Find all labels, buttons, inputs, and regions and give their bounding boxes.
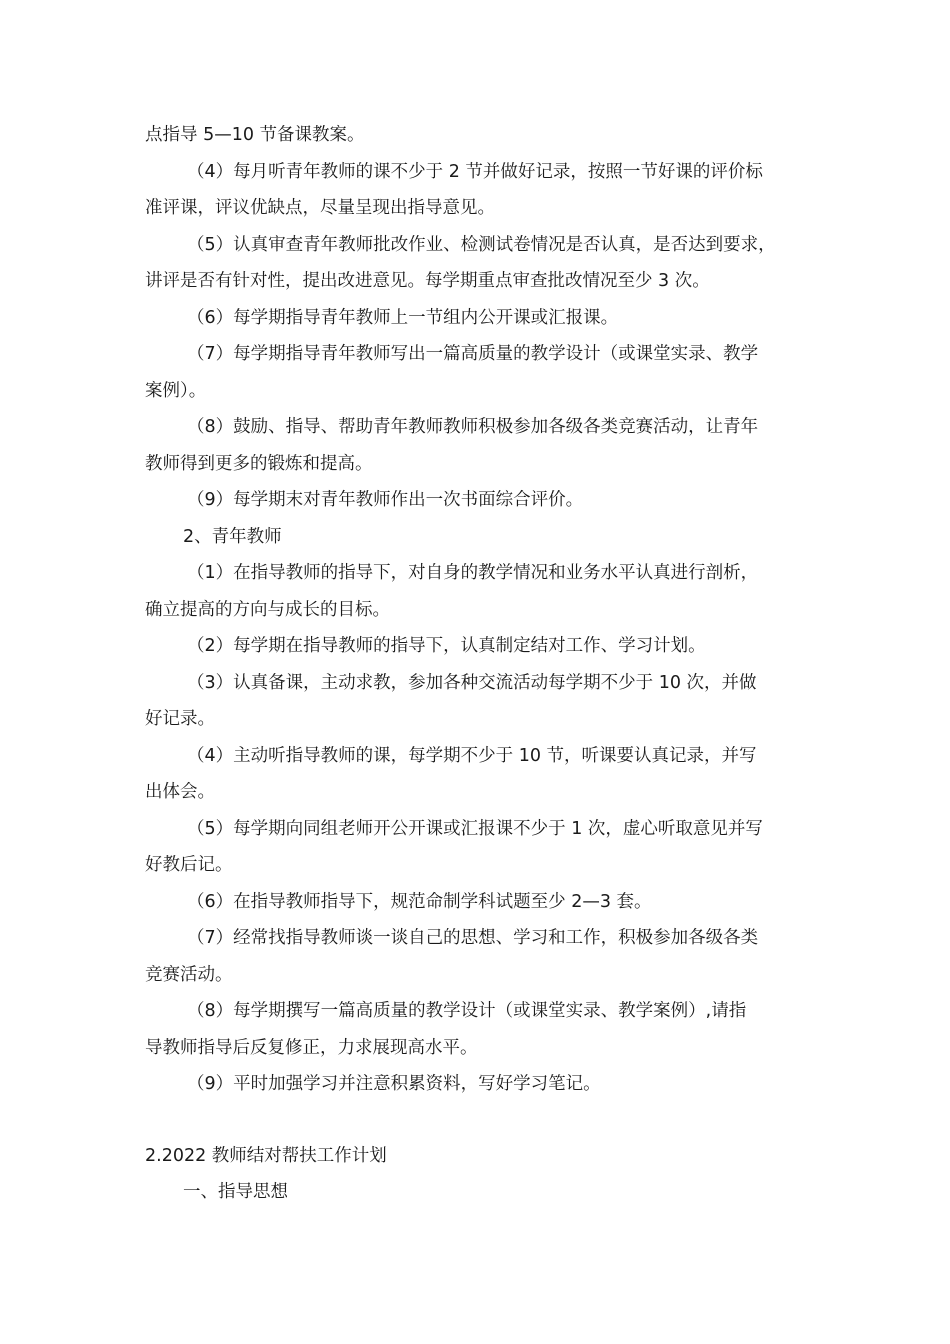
paragraph-line: （4）主动听指导教师的课，每学期不少于 10 节，听课要认真记录，并写 — [187, 745, 757, 766]
paragraph-line: 竞赛活动。 — [145, 964, 233, 985]
paragraph-line: （7）每学期指导青年教师写出一篇高质量的教学设计（或课堂实录、教学 — [187, 344, 759, 364]
paragraph-line: （2）每学期在指导教师的指导下，认真制定结对工作、学习计划。 — [187, 636, 706, 656]
paragraph-line: 确立提高的方向与成长的目标。 — [145, 599, 390, 620]
paragraph-line: 导教师指导后反复修正，力求展现高水平。 — [145, 1037, 478, 1058]
paragraph-line: （5）每学期向同组老师开公开课或汇报课不少于 1 次，虚心听取意见并写 — [187, 818, 763, 839]
paragraph-line: 准评课，评议优缺点，尽量呈现出指导意见。 — [145, 198, 495, 218]
section-heading: 一、指导思想 — [183, 1182, 288, 1202]
paragraph-line: （9）平时加强学习并注意积累资料，写好学习笔记。 — [187, 1074, 601, 1094]
paragraph-line: （1）在指导教师的指导下，对自身的教学情况和业务水平认真进行剖析， — [187, 563, 759, 583]
document-body — [145, 117, 815, 1211]
paragraph-line: （7）经常找指导教师谈一谈自己的思想、学习和工作，积极参加各级各类 — [187, 928, 759, 948]
paragraph-line: 出体会。 — [145, 782, 215, 802]
paragraph-line: 教师得到更多的锻炼和提高。 — [145, 453, 373, 474]
paragraph-line: 好记录。 — [145, 709, 215, 729]
paragraph-line: （8）鼓励、指导、帮助青年教师教师积极参加各级各类竞赛活动，让青年 — [187, 417, 759, 437]
document-title: 2.2022 教师结对帮扶工作计划 — [145, 1145, 387, 1166]
paragraph-line: （3）认真备课，主动求教，参加各种交流活动每学期不少于 10 次，并做 — [187, 672, 757, 693]
section-heading: 2、青年教师 — [183, 526, 282, 547]
paragraph-line: （5）认真审查青年教师批改作业、检测试卷情况是否认真，是否达到要求， — [187, 234, 776, 255]
paragraph-line: （6）在指导教师指导下，规范命制学科试题至少 2—3 套。 — [187, 891, 652, 912]
section-gap — [145, 1103, 815, 1138]
paragraph-line: 好教后记。 — [145, 855, 233, 875]
paragraph-line: （4）每月听青年教师的课不少于 2 节并做好记录，按照一节好课的评价标 — [187, 161, 763, 182]
paragraph-line: （9）每学期末对青年教师作出一次书面综合评价。 — [187, 490, 584, 510]
paragraph-line: （8）每学期撰写一篇高质量的教学设计（或课堂实录、教学案例）,请指 — [187, 1001, 747, 1021]
paragraph-line: 点指导 5—10 节备课教案。 — [145, 125, 365, 145]
paragraph-line: 讲评是否有针对性，提出改进意见。每学期重点审查批改情况至少 3 次。 — [145, 271, 710, 291]
paragraph-line: 案例）。 — [145, 380, 207, 401]
paragraph-line: （6）每学期指导青年教师上一节组内公开课或汇报课。 — [187, 307, 619, 328]
